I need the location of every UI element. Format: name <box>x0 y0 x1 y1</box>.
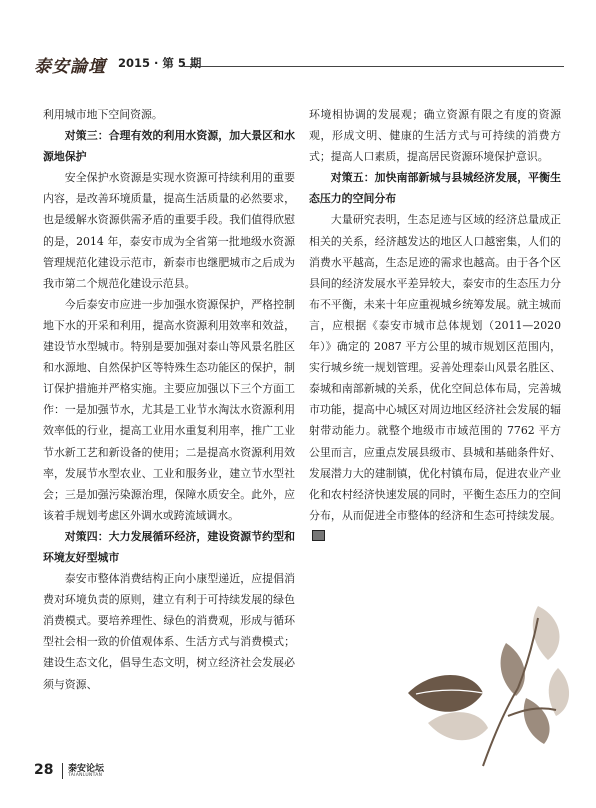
page-number: 28 <box>34 762 54 778</box>
header-rule <box>184 66 564 67</box>
page-footer <box>34 760 234 784</box>
paragraph: 利用城市地下空间资源。 <box>43 108 163 121</box>
section-heading: 对策五：加快南部新城与县城经济发展，平衡生态压力的空间分布 <box>309 171 561 206</box>
journal-logo: 泰安論壇 <box>34 57 106 77</box>
section-heading: 对策四：大力发展循环经济，建设资源节约型和环境友好型城市 <box>43 529 295 564</box>
leaf-shape <box>524 698 550 744</box>
left-column <box>43 104 295 695</box>
section-heading: 对策三：合理有效的利用水资源，加大景区和水源地保护 <box>43 129 295 164</box>
footer-journal-pinyin: TAIANLUNTAN <box>68 773 103 778</box>
paragraph: 泰安市整体消费结构正向小康型递近，应提倡消费对环境负责的原则，建立有利于可持续发展的绿色消费模式。要培养理性、绿色的消费观，形成与循环型社会相一致的价值观体系、生活方式与消费模式；建设生态文化，倡导生态文明，树立经济社会发展必须与资源、 <box>43 572 295 691</box>
footer-journal-name: 泰安论坛 <box>68 764 105 774</box>
leaf-shape <box>501 643 525 696</box>
paragraph-text: 大量研究表明，生态足迹与区域的经济总量成正相关的关系，经济越发达的地区人口越密集，人们的消费水平越高，生态足迹的需求也越高。由于各个区县间的经济发展水平差异较大，泰安市的生态压力分布不平衡，未来十年应重视城乡统筹发展。就主城而言，应根据《泰安市城市总体规划（2011—2020 年）》确定的 2087 平方公里的城市规划区范围内，实行城乡统一规划管理。妥善处理泰山风景名胜区、泰城和南部新城的关系，优化空间总体布局，完善城市功能，提高中心城区对周边地区经济社会发展的辐射带动能力。就整个地级市市域范围的 7762 平方公里而言，应重点发展县级市、县城和基础条件好、发展潜力大的建制镇，优化村镇布局，促进农业产业化和农村经济快速发展的同时，平衡生态压力的空间分布，从而促进全市整体的经济和生态可持续发展。 <box>309 213 561 522</box>
footer-rule <box>62 763 63 779</box>
paragraph: 环境相协调的发展观；确立资源有限之有度的资源观，形成文明、健康的生活方式与可持续的消费方式；提高人口素质，提高居民资源环境保护意识。 <box>309 108 561 164</box>
leaf-illustration <box>388 598 578 768</box>
issue-number: 2015 · 第 5 期 <box>118 56 202 70</box>
leaf-shape <box>428 712 488 740</box>
paragraph: 今后泰安市应进一步加强水资源保护，严格控制地下水的开采和利用，提高水资源利用效率和效益，建设节水型城市。特别是要加强对泰山等风景名胜区和水源地、自然保护区等特殊生态功能区的保护，制订保护措施并严格实施。主要应加强以下三个方面工作：一是加强节水，尤其是工业节水淘汰水资源利用效率低的行业，提高工业用水重复利用率，推广工业节水新工艺和新设备的使用；二是提高水资源利用效率，发展节水型农业、工业和服务业，建立节水型社会；三是加强污染源治理，保障水质安全。此外，应该着手规划考虑区外调水或跨流域调水。 <box>43 297 295 522</box>
page-header <box>34 52 564 77</box>
paragraph: 安全保护水资源是实现水资源可持续利用的重要内容，是改善环境质量，提高生活质量的必然要求，也是缓解水资源供需矛盾的重要手段。我们值得欣慰的是，2014 年，泰安市成为全省第一批地级水资源管理规范化建设示范市，新泰市也继肥城市之后成为我市第二个规范化建设示范县。 <box>43 171 295 290</box>
end-of-article-icon <box>312 530 325 541</box>
right-column <box>309 104 561 547</box>
leaf-shape <box>533 606 560 660</box>
paragraph-final <box>309 209 561 547</box>
